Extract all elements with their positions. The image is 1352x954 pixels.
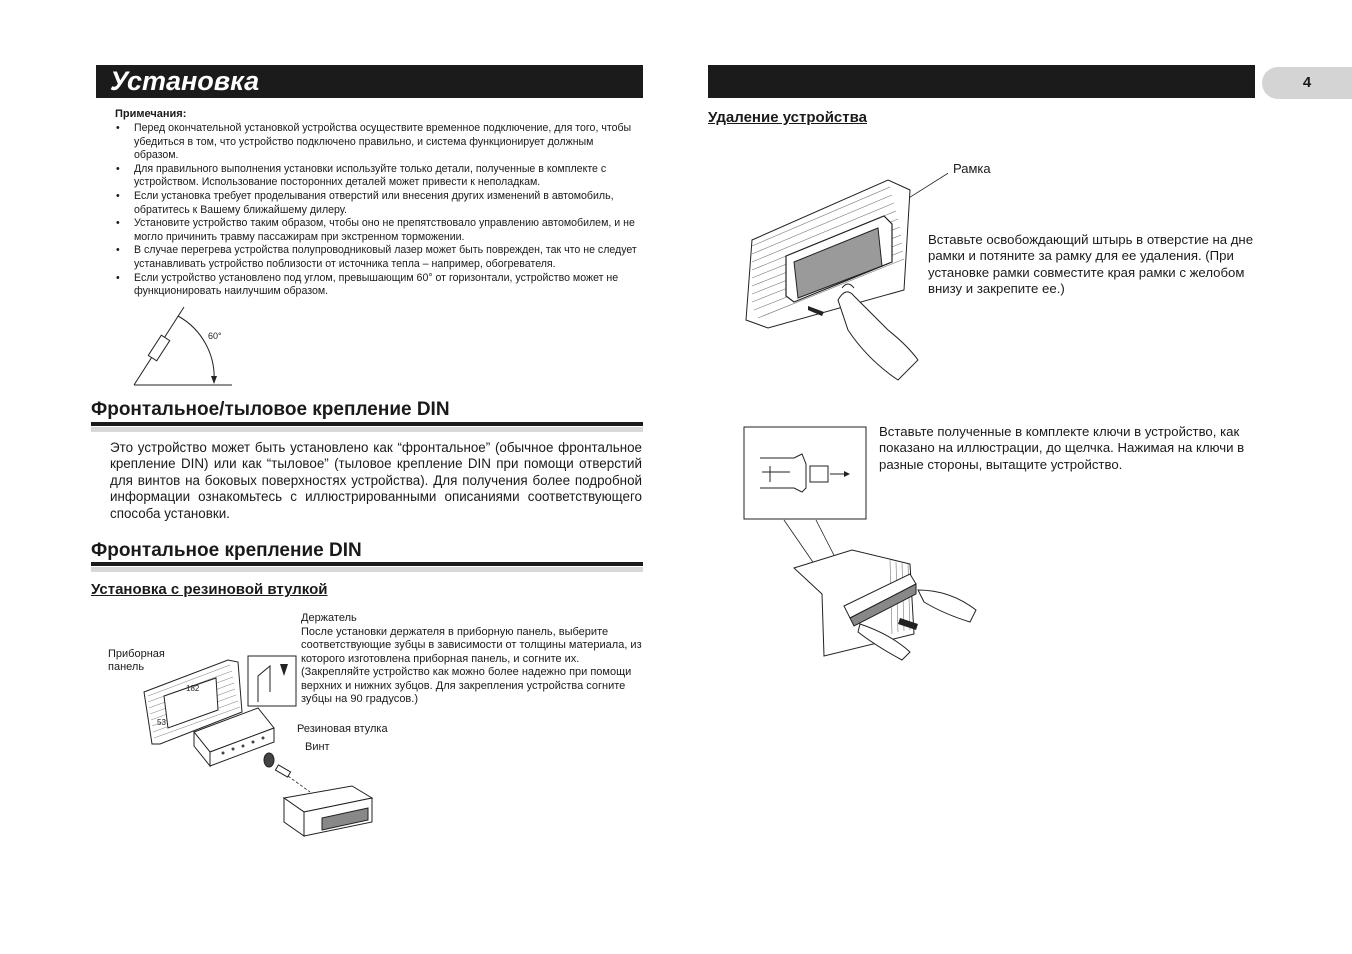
holder-description: После установки держателя в приборную панель, выберите соответствующие зубцы в зависимости от толщины материала, из которого изготовлена приборная панель, и согните их. (Закрепляйте устройство как можно более надежно при помощи верхних и нижних зубцов. Для закрепления устройства согните зубцы на 90 градусов.) — [301, 626, 642, 706]
section-title-din: Фронтальное/тыловое крепление DIN — [91, 399, 450, 420]
subsection-removal: Удаление устройства — [708, 109, 867, 126]
section-rule — [91, 562, 643, 566]
section1-paragraph: Это устройство может быть установлено как “фронтальное” (обычное фронтальное крепление DIN) или как “тыловое” (тыловое крепление DIN при помощи отверстий для винтов на боковых поверхностях устройства). Для получения более подробной информации ознакомьтесь с иллюстрированными описаниями соответствующего способа установки. — [110, 440, 642, 521]
right-header-bar — [708, 65, 1255, 98]
label-screw: Винт — [305, 741, 330, 753]
subsection-rubber-bush: Установка с резиновой втулкой — [91, 581, 328, 598]
dim-height: 53 — [157, 718, 166, 727]
frame-removal-illustration — [738, 170, 948, 390]
frame-removal-text: Вставьте освобождающий штырь в отверстие на дне рамки и потяните за рамку для ее удаления. (При установке рамки совместите края рамки с желобом внизу и закрепите ее.) — [928, 232, 1254, 297]
note-item: • Если устройство установлено под углом, превышающим 60° от горизонтали, устройство может не функционировать наилучшим образом. — [115, 272, 639, 299]
note-item: • Перед окончательной установкой устройства осуществите временное подключение, для того, чтобы убедиться в том, что устройство подключено правильно, и система функционирует должным образом. — [115, 122, 639, 163]
note-item: • Если установка требует проделывания отверстий или внесения других изменений в автомобиль, обратитесь к Вашему ближайшему дилеру. — [115, 190, 639, 217]
page-number: 4 — [1302, 74, 1312, 91]
label-frame: Рамка — [953, 161, 991, 176]
label-holder: Держатель — [301, 612, 357, 624]
notes-list — [115, 122, 639, 299]
section-rule-light — [91, 567, 643, 572]
section-rule-light — [91, 427, 643, 432]
header-title: Установка — [110, 66, 260, 96]
dim-width: 182 — [186, 684, 200, 693]
label-rubber-bush: Резиновая втулка — [297, 723, 388, 735]
key-removal-text: Вставьте полученные в комплекте ключи в устройство, как показано на иллюстрации, до щелчка. Нажимая на ключи в разные стороны, вытащите устройство. — [879, 424, 1245, 472]
note-item: • В случае перегрева устройства полупроводниковый лазер может быть поврежден, так что не следует устанавливать устройство поблизости от источника тепла – например, обогревателя. — [115, 244, 639, 271]
section-title-front-din: Фронтальное крепление DIN — [91, 540, 362, 561]
install-illustration — [138, 652, 378, 842]
notes-heading: Примечания: — [115, 108, 187, 120]
section-header-installation — [96, 65, 643, 98]
angle-diagram — [128, 302, 238, 390]
page-number-tab — [1262, 67, 1352, 99]
note-item: • Для правильного выполнения установки используйте только детали, полученные в комплекте с устройством. Использование посторонних деталей может привести к неполадкам. — [115, 163, 639, 190]
section-rule — [91, 422, 643, 426]
angle-label: 60° — [208, 331, 222, 341]
note-item: • Установите устройство таким образом, чтобы оно не препятствовало управлению автомобилем, и не могло причинить травму пассажирам при экстренном торможении. — [115, 217, 639, 244]
label-dashboard: Приборная панель — [108, 648, 165, 673]
